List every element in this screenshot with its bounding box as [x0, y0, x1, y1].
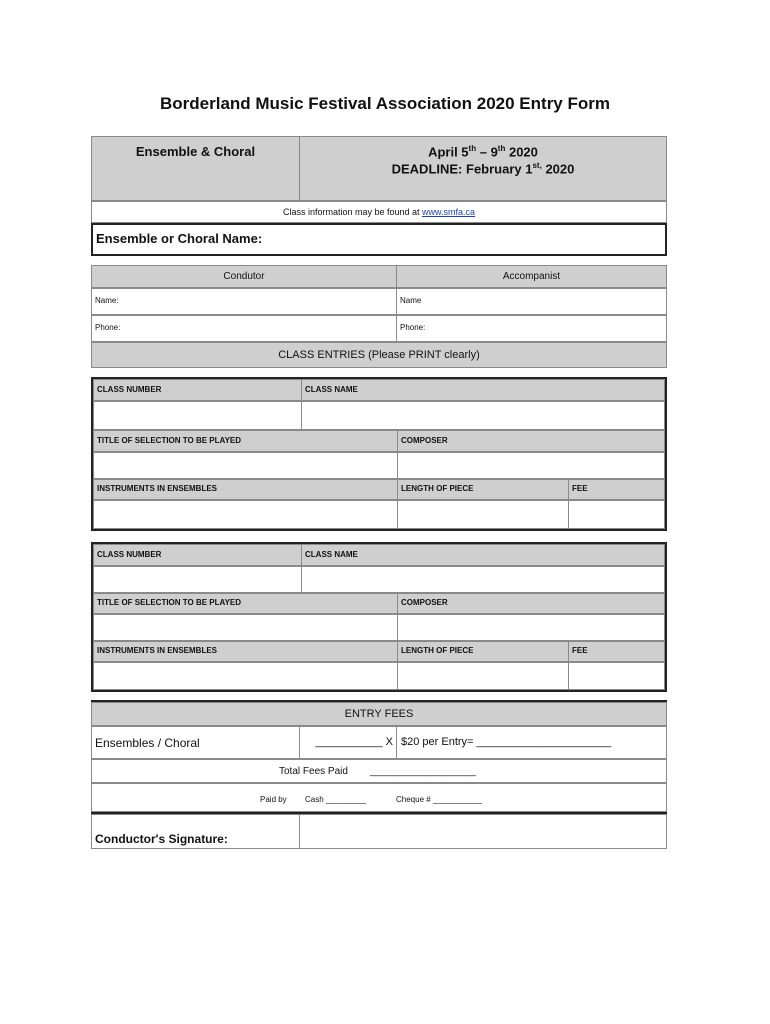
entry-count-field[interactable]: ___________ X [299, 726, 397, 759]
title-selection-label: TITLE OF SELECTION TO BE PLAYED [93, 593, 398, 614]
entry-fees-header: ENTRY FEES [91, 702, 667, 726]
people-phone-row [91, 315, 667, 342]
festival-dates: April 5th – 9th 2020 [428, 144, 538, 160]
fee-label: FEE [568, 479, 665, 500]
class-name-label: CLASS NAME [301, 379, 665, 401]
length-label: LENGTH OF PIECE [397, 479, 569, 500]
title-selection-label: TITLE OF SELECTION TO BE PLAYED [93, 430, 398, 452]
conductor-phone-field[interactable]: Phone: [91, 315, 397, 342]
conductor-name-field[interactable]: Name: [91, 288, 397, 315]
composer-label: COMPOSER [397, 430, 665, 452]
paid-by-label: Paid by [260, 795, 287, 804]
instruments-label: INSTRUMENTS IN ENSEMBLES [93, 479, 398, 500]
category-cell [91, 136, 300, 201]
paid-by-row [91, 783, 667, 812]
fee-input[interactable] [568, 662, 665, 690]
class-entries-header: CLASS ENTRIES (Please PRINT clearly) [91, 342, 667, 368]
header-row [91, 136, 667, 201]
class-entries-row [91, 342, 667, 368]
people-header-row [91, 265, 667, 288]
accompanist-name-field[interactable]: Name [396, 288, 667, 315]
class-number-label: CLASS NUMBER [93, 379, 302, 401]
entry-fees-header-row [91, 700, 667, 726]
dates-cell [299, 136, 667, 201]
composer-label: COMPOSER [397, 593, 665, 614]
ensembles-fee-row [91, 726, 667, 759]
fee-label: FEE [568, 641, 665, 662]
accompanist-header: Accompanist [396, 265, 667, 288]
class-info: Class information may be found at www.smfa.ca [91, 201, 667, 223]
entry-form [91, 136, 667, 849]
ensemble-name-row[interactable] [91, 223, 667, 256]
length-input[interactable] [397, 500, 569, 529]
fee-input[interactable] [568, 500, 665, 529]
total-fees-label: Total Fees Paid [279, 766, 348, 777]
length-input[interactable] [397, 662, 569, 690]
class-number-label: CLASS NUMBER [93, 544, 302, 566]
total-fees-row [91, 759, 667, 783]
signature-row [91, 812, 667, 849]
class-number-input[interactable] [93, 566, 302, 593]
conductor-header: Condutor [91, 265, 397, 288]
deadline: DEADLINE: February $1^{st,}$ 2020 [391, 161, 575, 177]
page-title: Borderland Music Festival Association 2020 Entry Form [159, 94, 610, 113]
info-row [91, 201, 667, 223]
smfa-link[interactable]: www.smfa.ca [422, 207, 476, 217]
total-fees-field[interactable]: ___________________ [370, 766, 476, 777]
ensembles-label: Ensembles / Choral [91, 726, 300, 759]
instruments-input[interactable] [93, 662, 398, 690]
composer-input[interactable] [397, 452, 665, 479]
ensemble-name-label: Ensemble or Choral Name: [96, 231, 263, 246]
length-label: LENGTH OF PIECE [397, 641, 569, 662]
cash-field[interactable]: Cash _________ [305, 795, 366, 804]
category-label: Ensemble & Choral [135, 144, 256, 159]
composer-input[interactable] [397, 614, 665, 641]
class-name-input[interactable] [301, 566, 665, 593]
entry-rate-field[interactable]: $20 per Entry= ______________________ [396, 726, 667, 759]
cheque-field[interactable]: Cheque # ___________ [396, 795, 482, 804]
class-number-input[interactable] [93, 401, 302, 430]
instruments-input[interactable] [93, 500, 398, 529]
signature-field[interactable] [299, 814, 667, 849]
entry-block-1 [91, 377, 667, 531]
title-selection-input[interactable] [93, 452, 398, 479]
accompanist-phone-field[interactable]: Phone: [396, 315, 667, 342]
entry-block-2 [91, 542, 667, 692]
instruments-label: INSTRUMENTS IN ENSEMBLES [93, 641, 398, 662]
class-name-input[interactable] [301, 401, 665, 430]
people-name-row [91, 288, 667, 315]
title-selection-input[interactable] [93, 614, 398, 641]
class-name-label: CLASS NAME [301, 544, 665, 566]
signature-label: Conductor's Signature: [91, 814, 300, 849]
